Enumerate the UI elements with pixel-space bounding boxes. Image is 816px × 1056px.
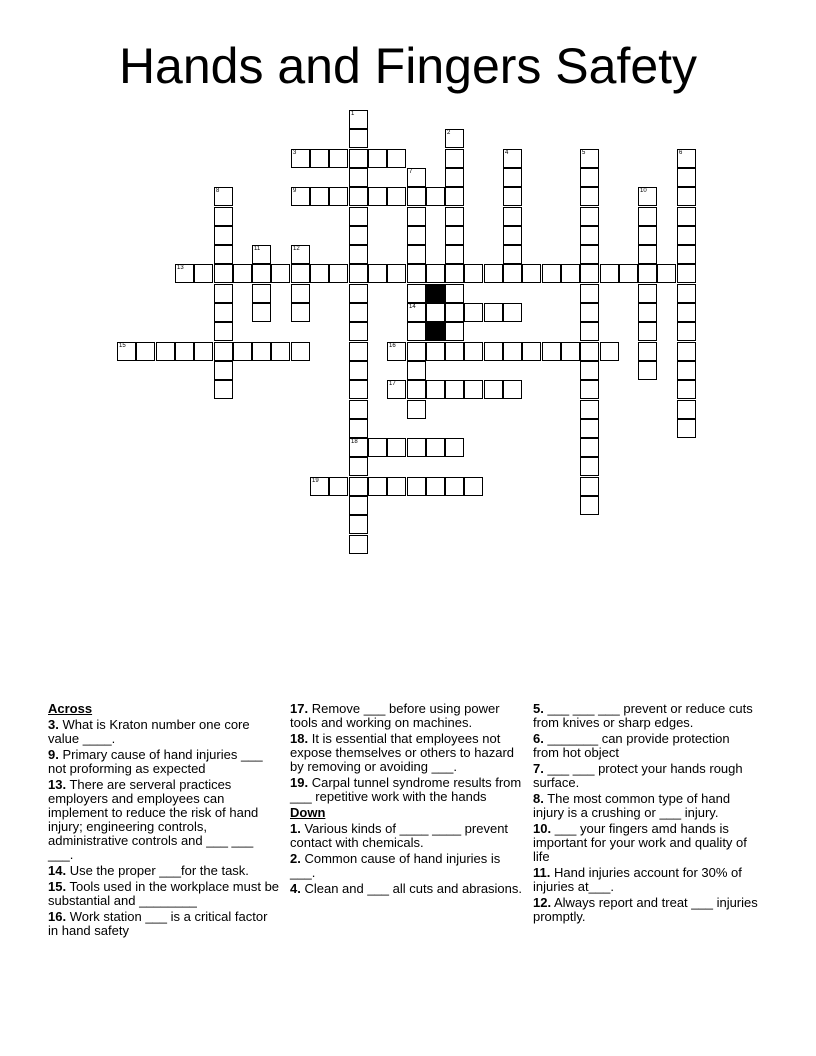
grid-cell[interactable]	[677, 342, 696, 361]
down-clue: 6. _______ can provide protection from hot object	[533, 731, 730, 760]
clues-column-1	[48, 702, 280, 940]
grid-cell[interactable]	[445, 207, 464, 226]
grid-cell[interactable]	[368, 187, 387, 206]
grid-cell[interactable]	[407, 187, 426, 206]
down-clue: 2. Common cause of hand injuries is ___.	[290, 851, 501, 880]
grid-cell[interactable]	[484, 380, 503, 399]
grid-cell[interactable]	[407, 245, 426, 264]
grid-cell[interactable]	[349, 264, 368, 283]
grid-cell[interactable]	[349, 496, 368, 515]
grid-cell[interactable]	[638, 303, 657, 322]
grid-cell[interactable]	[329, 149, 348, 168]
clue-number: 8	[216, 188, 220, 194]
grid-cell[interactable]	[503, 149, 522, 168]
clues-column-3	[533, 702, 758, 926]
grid-cell[interactable]	[503, 380, 522, 399]
grid-cell[interactable]	[368, 477, 387, 496]
clue-number: 7	[409, 169, 413, 175]
page-title: Hands and Fingers Safety	[118, 38, 698, 94]
grid-cell[interactable]	[310, 149, 329, 168]
clue-number: 5	[582, 150, 586, 156]
clue-number: 18	[351, 439, 358, 445]
grid-cell[interactable]	[464, 342, 483, 361]
grid-cell[interactable]	[580, 477, 599, 496]
across-clue: 13. There are serveral practices employers and employees can implement to reduce the risk of hand injury; engineering controls, administrative controls and ___ ___ ___.	[48, 777, 259, 862]
grid-cell[interactable]	[503, 168, 522, 187]
across-clue: 16. Work station ___ is a critical factor in hand safety	[48, 909, 268, 938]
grid-cell[interactable]	[445, 438, 464, 457]
grid-cell[interactable]	[580, 496, 599, 515]
grid-cell[interactable]	[407, 380, 426, 399]
down-clue: 5. ___ ___ ___ prevent or reduce cuts from knives or sharp edges.	[533, 701, 753, 730]
across-clue: 3. What is Kraton number one core value ____.	[48, 717, 250, 746]
across-heading: Across	[48, 701, 93, 716]
grid-cell[interactable]	[252, 264, 271, 283]
grid-cell[interactable]	[387, 187, 406, 206]
clue-number: 4	[505, 150, 509, 156]
grid-cell[interactable]	[522, 342, 541, 361]
clue-number: 11	[254, 246, 261, 252]
grid-cell[interactable]	[214, 264, 233, 283]
clue-number: 16	[389, 343, 396, 349]
grid-cell[interactable]	[445, 284, 464, 303]
grid-cell[interactable]	[426, 303, 445, 322]
grid-cell[interactable]	[580, 438, 599, 457]
grid-cell[interactable]	[291, 264, 310, 283]
grid-cell[interactable]	[445, 264, 464, 283]
grid-cell[interactable]	[407, 477, 426, 496]
grid-cell[interactable]	[194, 264, 213, 283]
grid-cell[interactable]	[252, 342, 271, 361]
grid-cell[interactable]	[445, 129, 464, 148]
grid-cell[interactable]	[464, 264, 483, 283]
grid-cell[interactable]	[310, 477, 329, 496]
grid-cell[interactable]	[387, 438, 406, 457]
grid-cell[interactable]	[522, 264, 541, 283]
down-clue: 1. Various kinds of ____ ____ prevent contact with chemicals.	[290, 821, 509, 850]
grid-cell[interactable]	[677, 168, 696, 187]
grid-cell[interactable]	[291, 303, 310, 322]
grid-cell[interactable]	[252, 245, 271, 264]
grid-cell[interactable]	[426, 477, 445, 496]
grid-cell[interactable]	[407, 342, 426, 361]
grid-cell[interactable]	[677, 361, 696, 380]
grid-cell[interactable]	[368, 149, 387, 168]
grid-cell[interactable]	[349, 168, 368, 187]
grid-cell[interactable]	[503, 264, 522, 283]
grid-cell[interactable]	[214, 207, 233, 226]
grid-cell[interactable]	[619, 264, 638, 283]
grid-cell[interactable]	[349, 284, 368, 303]
grid-cell[interactable]	[445, 322, 464, 341]
grid-cell[interactable]	[600, 342, 619, 361]
grid-cell[interactable]	[638, 245, 657, 264]
grid-cell[interactable]	[349, 419, 368, 438]
grid-cell[interactable]	[407, 322, 426, 341]
grid-cell[interactable]	[561, 342, 580, 361]
black-square	[426, 322, 445, 341]
grid-cell[interactable]	[677, 400, 696, 419]
grid-cell[interactable]	[291, 245, 310, 264]
grid-cell[interactable]	[580, 303, 599, 322]
grid-cell[interactable]	[349, 380, 368, 399]
grid-cell[interactable]	[349, 457, 368, 476]
grid-cell[interactable]	[580, 457, 599, 476]
grid-cell[interactable]	[580, 322, 599, 341]
grid-cell[interactable]	[271, 342, 290, 361]
grid-cell[interactable]	[291, 149, 310, 168]
clue-number: 10	[640, 188, 647, 194]
grid-cell[interactable]	[407, 400, 426, 419]
clue-number: 1	[351, 111, 355, 117]
grid-cell[interactable]	[291, 284, 310, 303]
grid-cell[interactable]	[291, 187, 310, 206]
grid-cell[interactable]	[464, 380, 483, 399]
grid-cell[interactable]	[310, 187, 329, 206]
grid-cell[interactable]	[349, 477, 368, 496]
down-clue: 4. Clean and ___ all cuts and abrasions.	[290, 881, 523, 896]
grid-cell[interactable]	[600, 264, 619, 283]
grid-cell[interactable]	[542, 264, 561, 283]
grid-cell[interactable]	[677, 149, 696, 168]
grid-cell[interactable]	[310, 264, 329, 283]
grid-cell[interactable]	[349, 245, 368, 264]
grid-cell[interactable]	[677, 322, 696, 341]
grid-cell[interactable]	[580, 419, 599, 438]
grid-cell[interactable]	[349, 535, 368, 554]
grid-cell[interactable]	[484, 303, 503, 322]
grid-cell[interactable]	[368, 438, 387, 457]
grid-cell[interactable]	[580, 245, 599, 264]
grid-cell[interactable]	[252, 303, 271, 322]
across-clue: 19. Carpal tunnel syndrome results from ___ repetitive work with the hands	[290, 775, 522, 804]
across-clue: 14. Use the proper ___for the task.	[48, 863, 249, 878]
grid-cell[interactable]	[349, 110, 368, 129]
across-clue: 9. Primary cause of hand injuries ___ not proforming as expected	[48, 747, 263, 776]
grid-cell[interactable]	[445, 380, 464, 399]
grid-cell[interactable]	[638, 187, 657, 206]
grid-cell[interactable]	[407, 361, 426, 380]
grid-cell[interactable]	[233, 342, 252, 361]
grid-cell[interactable]	[677, 187, 696, 206]
grid-cell[interactable]	[638, 226, 657, 245]
grid-cell[interactable]	[194, 342, 213, 361]
grid-cell[interactable]	[407, 303, 426, 322]
down-clue: 7. ___ ___ protect your hands rough surface.	[533, 761, 743, 790]
grid-cell[interactable]	[638, 264, 657, 283]
clue-number: 2	[447, 130, 451, 136]
grid-cell[interactable]	[426, 342, 445, 361]
grid-cell[interactable]	[580, 207, 599, 226]
grid-cell[interactable]	[503, 226, 522, 245]
grid-cell[interactable]	[503, 303, 522, 322]
grid-cell[interactable]	[407, 264, 426, 283]
grid-cell[interactable]	[580, 361, 599, 380]
grid-cell[interactable]	[349, 515, 368, 534]
grid-cell[interactable]	[387, 380, 406, 399]
grid-cell[interactable]	[407, 284, 426, 303]
grid-cell[interactable]	[175, 264, 194, 283]
grid-cell[interactable]	[349, 129, 368, 148]
grid-cell[interactable]	[349, 342, 368, 361]
grid-cell[interactable]	[542, 342, 561, 361]
grid-cell[interactable]	[387, 342, 406, 361]
grid-cell[interactable]	[349, 322, 368, 341]
grid-cell[interactable]	[638, 207, 657, 226]
grid-cell[interactable]	[445, 477, 464, 496]
clue-number: 14	[409, 304, 416, 310]
grid-cell[interactable]	[329, 477, 348, 496]
grid-cell[interactable]	[407, 226, 426, 245]
clue-number: 19	[312, 478, 319, 484]
grid-cell[interactable]	[580, 226, 599, 245]
grid-cell[interactable]	[580, 400, 599, 419]
grid-cell[interactable]	[464, 303, 483, 322]
down-heading: Down	[290, 805, 326, 820]
grid-cell[interactable]	[580, 149, 599, 168]
grid-cell[interactable]	[445, 187, 464, 206]
grid-cell[interactable]	[214, 245, 233, 264]
grid-cell[interactable]	[387, 477, 406, 496]
grid-cell[interactable]	[233, 264, 252, 283]
grid-cell[interactable]	[349, 303, 368, 322]
down-clue: 11. Hand injuries account for 30% of injuries at___.	[533, 865, 742, 894]
grid-cell[interactable]	[349, 438, 368, 457]
grid-cell[interactable]	[638, 361, 657, 380]
grid-cell[interactable]	[580, 264, 599, 283]
grid-cell[interactable]	[426, 380, 445, 399]
grid-cell[interactable]	[445, 168, 464, 187]
grid-cell[interactable]	[445, 342, 464, 361]
grid-cell[interactable]	[580, 187, 599, 206]
grid-cell[interactable]	[117, 342, 136, 361]
grid-cell[interactable]	[503, 207, 522, 226]
grid-cell[interactable]	[349, 226, 368, 245]
grid-cell[interactable]	[580, 284, 599, 303]
grid-cell[interactable]	[407, 438, 426, 457]
grid-cell[interactable]	[387, 264, 406, 283]
across-clue: 17. Remove ___ before using power tools and working on machines.	[290, 701, 500, 730]
grid-cell[interactable]	[445, 149, 464, 168]
grid-cell[interactable]	[407, 207, 426, 226]
grid-cell[interactable]	[677, 245, 696, 264]
grid-cell[interactable]	[368, 264, 387, 283]
clue-number: 17	[389, 381, 396, 387]
grid-cell[interactable]	[445, 226, 464, 245]
grid-cell[interactable]	[426, 187, 445, 206]
clue-number: 13	[177, 265, 184, 271]
grid-cell[interactable]	[677, 419, 696, 438]
grid-cell[interactable]	[561, 264, 580, 283]
grid-cell[interactable]	[677, 380, 696, 399]
grid-cell[interactable]	[136, 342, 155, 361]
grid-cell[interactable]	[677, 226, 696, 245]
grid-cell[interactable]	[638, 342, 657, 361]
across-clue: 18. It is essential that employees not expose themselves or others to hazard by removing or avoiding ___.	[290, 731, 515, 774]
grid-cell[interactable]	[214, 361, 233, 380]
grid-cell[interactable]	[484, 342, 503, 361]
grid-cell[interactable]	[445, 303, 464, 322]
grid-cell[interactable]	[252, 284, 271, 303]
grid-cell[interactable]	[214, 380, 233, 399]
grid-cell[interactable]	[214, 342, 233, 361]
grid-cell[interactable]	[638, 284, 657, 303]
clue-number: 9	[293, 188, 297, 194]
grid-cell[interactable]	[349, 361, 368, 380]
grid-cell[interactable]	[426, 438, 445, 457]
black-square	[426, 284, 445, 303]
grid-cell[interactable]	[638, 322, 657, 341]
across-clue: 15. Tools used in the workplace must be substantial and ________	[48, 879, 280, 908]
clue-number: 3	[293, 150, 297, 156]
grid-cell[interactable]	[580, 168, 599, 187]
grid-cell[interactable]	[503, 245, 522, 264]
grid-cell[interactable]	[503, 342, 522, 361]
clues-column-2	[290, 702, 522, 898]
grid-cell[interactable]	[677, 264, 696, 283]
grid-cell[interactable]	[445, 245, 464, 264]
clue-number: 15	[119, 343, 126, 349]
grid-cell[interactable]	[657, 264, 676, 283]
grid-cell[interactable]	[580, 342, 599, 361]
grid-cell[interactable]	[387, 149, 406, 168]
grid-cell[interactable]	[484, 264, 503, 283]
grid-cell[interactable]	[214, 322, 233, 341]
grid-cell[interactable]	[464, 477, 483, 496]
grid-cell[interactable]	[214, 303, 233, 322]
down-clue: 12. Always report and treat ___ injuries promptly.	[533, 895, 758, 924]
down-clue: 8. The most common type of hand injury is a crushing or ___ injury.	[533, 791, 731, 820]
grid-cell[interactable]	[349, 400, 368, 419]
grid-cell[interactable]	[349, 149, 368, 168]
grid-cell[interactable]	[175, 342, 194, 361]
grid-cell[interactable]	[677, 303, 696, 322]
down-clue: 10. ___ your fingers amd hands is important for your work and quality of life	[533, 821, 747, 864]
grid-cell[interactable]	[349, 187, 368, 206]
grid-cell[interactable]	[677, 284, 696, 303]
grid-cell[interactable]	[407, 168, 426, 187]
grid-cell[interactable]	[271, 264, 290, 283]
grid-cell[interactable]	[156, 342, 175, 361]
grid-cell[interactable]	[291, 342, 310, 361]
grid-cell[interactable]	[329, 264, 348, 283]
grid-cell[interactable]	[349, 207, 368, 226]
clue-number: 12	[293, 246, 300, 252]
grid-cell[interactable]	[214, 284, 233, 303]
grid-cell[interactable]	[329, 187, 348, 206]
clue-number: 6	[679, 150, 683, 156]
grid-cell[interactable]	[580, 380, 599, 399]
grid-cell[interactable]	[426, 264, 445, 283]
grid-cell[interactable]	[503, 187, 522, 206]
grid-cell[interactable]	[214, 226, 233, 245]
grid-cell[interactable]	[677, 207, 696, 226]
grid-cell[interactable]	[214, 187, 233, 206]
